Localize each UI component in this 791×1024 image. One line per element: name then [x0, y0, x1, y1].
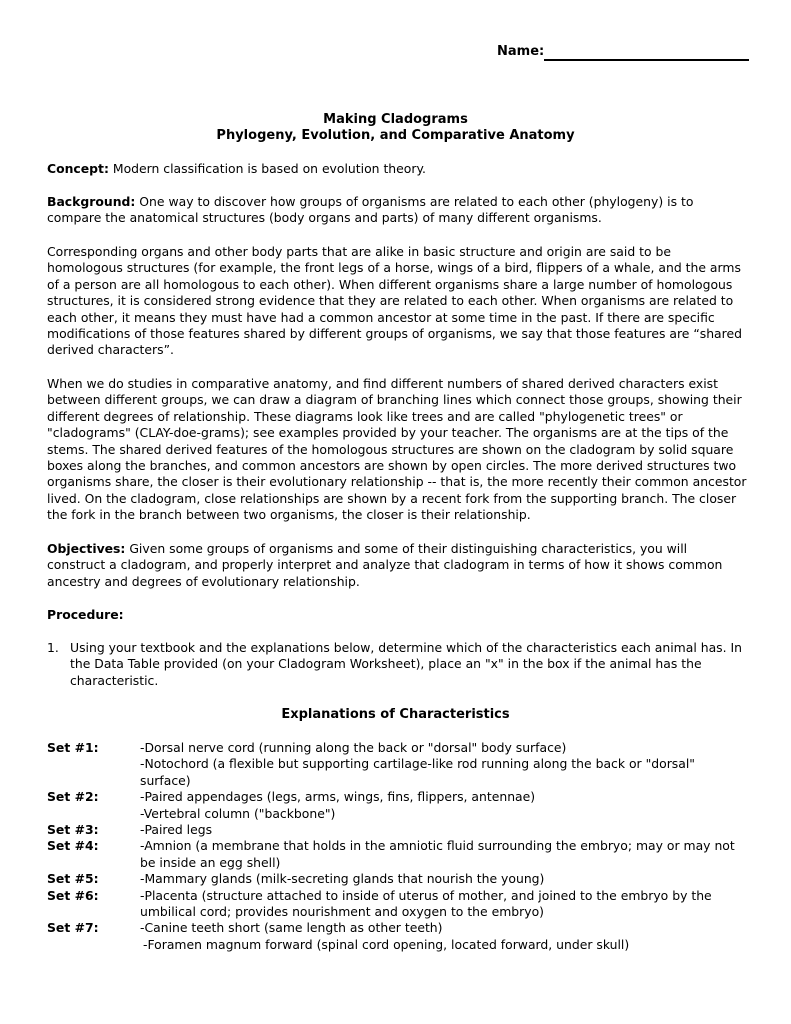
objectives-paragraph: [47, 541, 747, 590]
set-item: -Foramen magnum forward (spinal cord opening, located forward, under skull): [143, 936, 630, 952]
set-item: -Notochord (a flexible but supporting cartilage-like rod running along the back or "dorsal" surface): [140, 756, 696, 788]
name-field: [497, 44, 751, 64]
set-2: [47, 789, 747, 822]
set-item: -Amnion (a membrane that holds in the amniotic fluid surrounding the embryo; may or may not be inside an egg shell): [140, 838, 735, 870]
set-6: [47, 888, 747, 921]
set-label: Set #1:: [47, 740, 99, 755]
background-label: Background:: [47, 194, 136, 209]
set-label: Set #4:: [47, 838, 99, 854]
set-item: -Placenta (structure attached to inside of uterus of mother, and joined to the embryo by the umbilical cord; provides nourishment and oxygen to the embryo): [140, 887, 712, 920]
procedure-heading: Procedure:: [47, 607, 124, 622]
set-label: Set #7:: [47, 920, 99, 936]
explanations-heading: Explanations of Characteristics: [281, 707, 510, 722]
set-item: -Mammary glands (milk-secreting glands that nourish the young): [140, 871, 545, 887]
set-item: -Paired legs: [140, 822, 213, 838]
name-label: Name:: [497, 44, 545, 59]
set-label: Set #2:: [47, 789, 99, 805]
set-item: -Dorsal nerve cord (running along the back or "dorsal" body surface): [140, 740, 567, 755]
homologous-structures-paragraph: Corresponding organs and other body parts that are alike in basic structure and origin are said to be homologous structures (for example, the front legs of a horse, wings of a bird, flippers of a whale, and the arms of a person are all homologous to each other). When different organisms share a large number of homologous structures, it is considered strong evidence that they are related to each other. When organisms are related to each other, it means they must have had a common ancestor at some time in the past. If there are specific modifications of those features shared by different groups of organisms, we say that those features are “shared derived characters”.: [47, 244, 742, 358]
set-4: [47, 838, 747, 871]
set-item: -Canine teeth short (same length as other teeth): [140, 920, 443, 936]
concept-text: Modern classification is based on evolution theory.: [108, 161, 426, 176]
characteristics-sets: [47, 740, 747, 953]
objectives-text: Given some groups of organisms and some of their distinguishing characteristics, you will construct a cladogram, and properly interpret and analyze that cladogram in terms of how it shows common ancestry and degrees of evolutionary relationship.: [47, 541, 723, 589]
step-text: Using your textbook and the explanations below, determine which of the characteristics each animal has. In the Data Table provided (on your Cladogram Worksheet), place an "x" in the box if the animal has the characteristic.: [70, 640, 743, 688]
comparative-anatomy-paragraph: When we do studies in comparative anatomy, and find different numbers of shared derived characters exist between different groups, we can draw a diagram of branching lines which connect those groups, showing their different degrees of relationship. These diagrams look like trees and are called "phylogenetic trees" or "cladograms" (CLAY-doe-grams); see examples provided by your teacher. The organisms are at the tips of the stems. The shared derived features of the homologous structures are shown on the cladogram by solid square boxes along the branches, and common ancestors are shown by open circles. The more derived structures two organisms share, the closer is their evolutionary relationship -- that is, the more recently their common ancestor lived. On the cladogram, close relationships are shown by a recent fork from the supporting branch. The closer the fork in the branch between two organisms, the closer is their relationship.: [47, 376, 747, 523]
step-number: 1.: [47, 640, 59, 655]
set-7: [47, 920, 747, 953]
document-subtitle: Phylogeny, Evolution, and Comparative Anatomy: [216, 128, 575, 143]
set-5: [47, 871, 747, 887]
document-title: Making Cladograms: [323, 112, 468, 127]
set-3: [47, 822, 747, 838]
set-label: Set #3:: [47, 822, 99, 838]
background-paragraph: [47, 194, 747, 227]
name-blank-line: [544, 59, 749, 61]
set-label: Set #6:: [47, 887, 99, 903]
objectives-label: Objectives:: [47, 541, 126, 556]
set-item: -Paired appendages (legs, arms, wings, fins, flippers, antennae): [140, 789, 536, 805]
concept-paragraph: [47, 161, 747, 177]
set-label: Set #5:: [47, 871, 99, 887]
background-text: One way to discover how groups of organisms are related to each other (phylogeny) is to compare the anatomical structures (body organs and parts) of many different organisms.: [47, 194, 694, 226]
set-item: -Vertebral column ("backbone"): [140, 805, 336, 821]
concept-label: Concept:: [47, 161, 109, 176]
set-1: [47, 740, 747, 789]
